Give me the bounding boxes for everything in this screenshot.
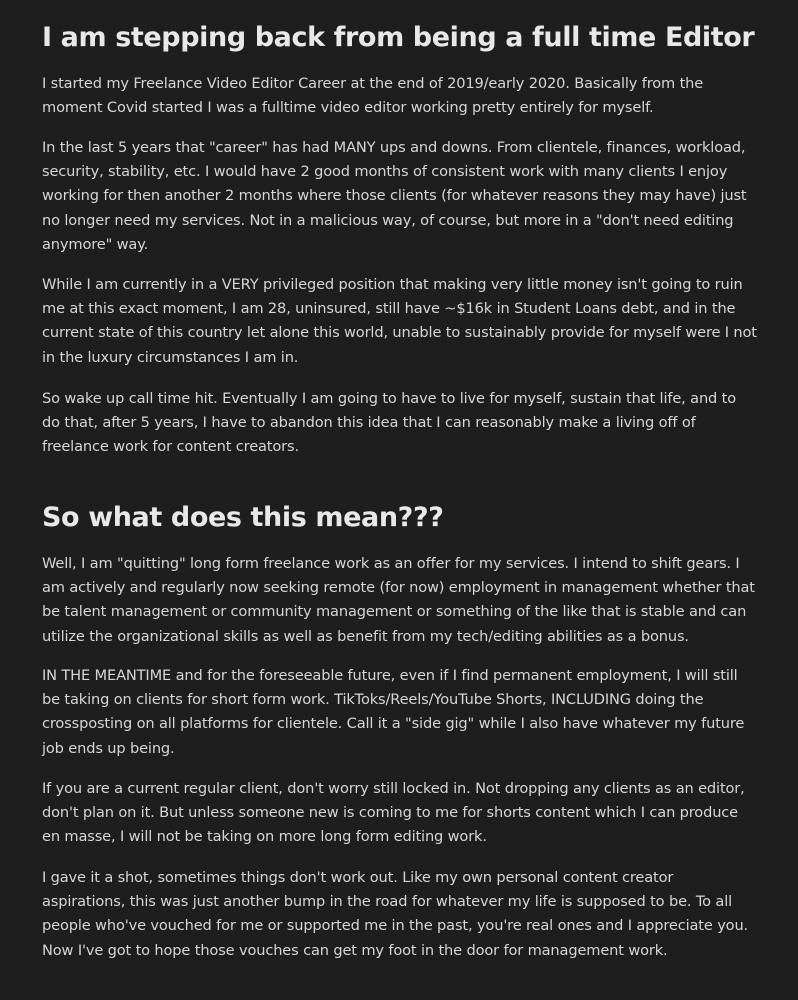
paragraph-meantime-short-form: IN THE MEANTIME and for the foreseeable future, even if I find permanent employment, I will still be taking on clients for short form work. TikToks/Reels/YouTube Shorts, INCLUDING doing the crossposting on all platforms for clientele. Call it a "side gig" while I also have whatever my future job ends up being. [42, 667, 745, 757]
paragraph-wake-up-call: So wake up call time hit. Eventually I am going to have to live for myself, sustain that life, and to do that, after 5 years, I have to abandon this idea that I can reasonably make a living off of freelance work for content creators. [42, 390, 737, 456]
paragraph-career-start: I started my Freelance Video Editor Career at the end of 2019/early 2020. Basically from the moment Covid started I was a fulltime video editor working pretty entirely for myself. [42, 75, 704, 117]
paragraph-quitting-long-form: Well, I am "quitting" long form freelance work as an offer for my services. I intend to shift gears. I am actively and regularly now seeking remote (for now) employment in management whether that be talent management or community management or something of the like that is stable and can utilize the organizational skills as well as benefit from my tech/editing abilities as a bonus. [42, 555, 755, 645]
paragraph-ups-and-downs: In the last 5 years that "career" has had MANY ups and downs. From clientele, finances, workload, security, stability, etc. I would have 2 good months of consistent work with many clients I enjoy working for then another 2 months where those clients (for whatever reasons they may have) just no longer need my services. Not in a malicious way, of course, but more in a "don't need editing anymore" way. [42, 139, 747, 253]
heading-what-does-this-mean: So what does this mean??? [42, 502, 444, 533]
paragraph-current-clients: If you are a current regular client, don't worry still locked in. Not dropping any clients as an editor, don't plan on it. But unless someone new is coming to me for shorts content which I can produce en masse, I will not be taking on more long form editing work. [42, 780, 745, 846]
paragraph-privileged-position: While I am currently in a VERY privileged position that making very little money isn't going to ruin me at this exact moment, I am 28, uninsured, still have ~$16k in Student Loans debt, and in the current state of this country let alone this world, unable to sustainably provide for myself were I not in the luxury circumstances I am in. [42, 276, 757, 366]
paragraph-gave-it-a-shot: I gave it a shot, sometimes things don't work out. Like my own personal content creator aspirations, this was just another bump in the road for whatever my life is supposed to be. To all people who've vouched for me or supported me in the past, you're real ones and I appreciate you. Now I've got to hope those vouches can get my foot in the door for management work. [42, 869, 749, 959]
heading-stepping-back: I am stepping back from being a full time Editor [42, 22, 755, 53]
